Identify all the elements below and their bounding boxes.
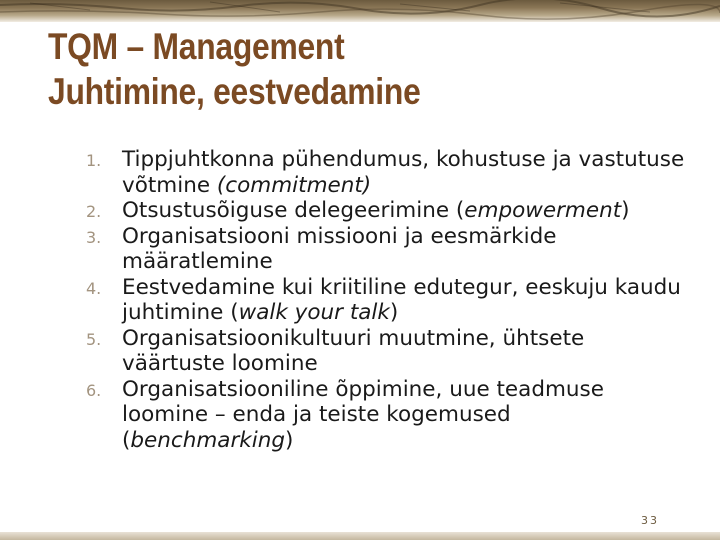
list-item — [86, 147, 686, 198]
list-item-number: 6. — [86, 380, 102, 400]
list-item-number: 5. — [86, 329, 102, 349]
list-item — [86, 224, 686, 275]
numbered-list — [86, 147, 686, 453]
item-text: Organisatsiooniline õppimine, uue teadmuse loomine – enda ja teiste kogemused ( — [122, 376, 604, 453]
list-item-number: 3. — [86, 227, 102, 247]
bottom-band — [0, 532, 720, 540]
list-item — [86, 326, 686, 377]
top-texture-band — [0, 0, 720, 22]
title-line-2: Juhtimine, eestvedamine — [48, 71, 421, 112]
list-item-text — [122, 224, 556, 275]
list-item — [86, 275, 686, 326]
title-line-1: TQM – Management — [48, 26, 345, 67]
page-number: 33 — [641, 514, 659, 527]
item-text: Otsustusõiguse delegeerimine ( — [122, 198, 465, 223]
list-item-text — [122, 275, 681, 326]
item-term: benchmarking — [130, 427, 285, 453]
decorative-texture — [0, 0, 720, 22]
item-term: (commitment) — [216, 172, 372, 198]
list-item-number: 4. — [86, 278, 102, 298]
item-suffix: ) — [621, 198, 630, 223]
list-item-text — [122, 198, 630, 223]
item-text: Organisatsiooni missiooni ja eesmärkide määratlemine — [122, 223, 557, 274]
slide-title — [48, 24, 421, 114]
item-term: empowerment — [464, 198, 622, 223]
list-item-number: 1. — [86, 151, 102, 170]
item-suffix: ) — [285, 427, 294, 453]
item-text: Eestvedamine kui kriitiline edutegur, eeskuju kaudu juhtimine ( — [122, 274, 681, 325]
list-item — [86, 198, 686, 224]
list-item-text — [122, 377, 604, 453]
list-item — [86, 377, 686, 454]
item-text: Organisatsioonikultuuri muutmine, ühtsete väärtuste loomine — [122, 325, 585, 376]
item-text: Tippjuhtkonna pühendumus, kohustuse ja vastutuse võtmine — [122, 147, 685, 198]
item-suffix: ) — [389, 300, 399, 325]
list-item-number: 2. — [86, 202, 102, 221]
list-item-text — [122, 326, 584, 377]
item-term: walk your talk — [238, 300, 390, 325]
list-item-text — [122, 147, 684, 198]
